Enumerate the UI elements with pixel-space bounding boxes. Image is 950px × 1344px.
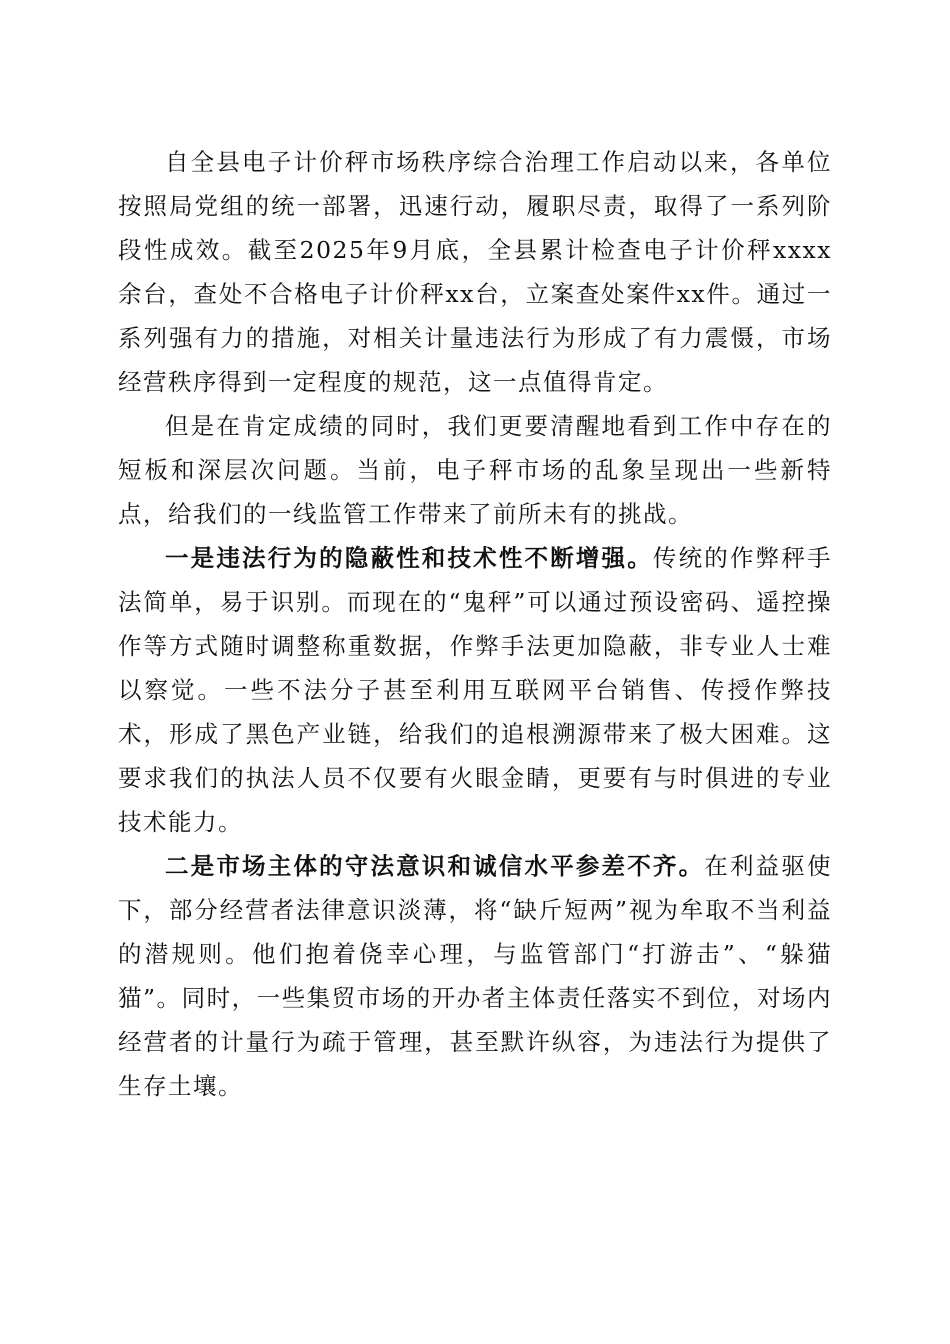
paragraph-point-one <box>118 536 832 844</box>
document-body <box>118 140 832 1108</box>
paragraph-point-two <box>118 844 832 1108</box>
paragraph-lead: 二是市场主体的守法意识和诚信水平参差不齐。 <box>165 852 705 880</box>
paragraph-text: 在利益驱使下，部分经营者法律意识淡薄，将“缺斤短两”视为牟取不当利益的潜规则。他们抱着侥幸心理，与监管部门“打游击”、“躲猫猫”。同时，一些集贸市场的开办者主体责任落实不到位，对场内经营者的计量行为疏于管理，甚至默许纵容，为违法行为提供了生存土壤。 <box>118 852 833 1100</box>
paragraph-achievements <box>118 140 832 404</box>
paragraph-text: 但是在肯定成绩的同时，我们更要清醒地看到工作中存在的短板和深层次问题。当前，电子秤市场的乱象呈现出一些新特点，给我们的一线监管工作带来了前所未有的挑战。 <box>118 412 832 528</box>
paragraph-text: 传统的作弊秤手法简单，易于识别。而现在的“鬼秤”可以通过预设密码、遥控操作等方式随时调整称重数据，作弊手法更加隐蔽，非专业人士难以察觉。一些不法分子甚至利用互联网平台销售、传授作弊技术，形成了黑色产业链，给我们的追根溯源带来了极大困难。这要求我们的执法人员不仅要有火眼金睛，更要有与时俱进的专业技术能力。 <box>118 544 833 836</box>
paragraph-lead: 一是违法行为的隐蔽性和技术性不断增强。 <box>165 544 653 572</box>
paragraph-problems-intro <box>118 404 832 536</box>
paragraph-text: 自全县电子计价秤市场秩序综合治理工作启动以来，各单位按照局党组的统一部署，迅速行动，履职尽责，取得了一系列阶段性成效。截至2025年9月底，全县累计检查电子计价秤xxxx余台，查处不合格电子计价秤xx台，立案查处案件xx件。通过一系列强有力的措施，对相关计量违法行为形成了有力震慑，市场经营秩序得到一定程度的规范，这一点值得肯定。 <box>118 148 832 396</box>
